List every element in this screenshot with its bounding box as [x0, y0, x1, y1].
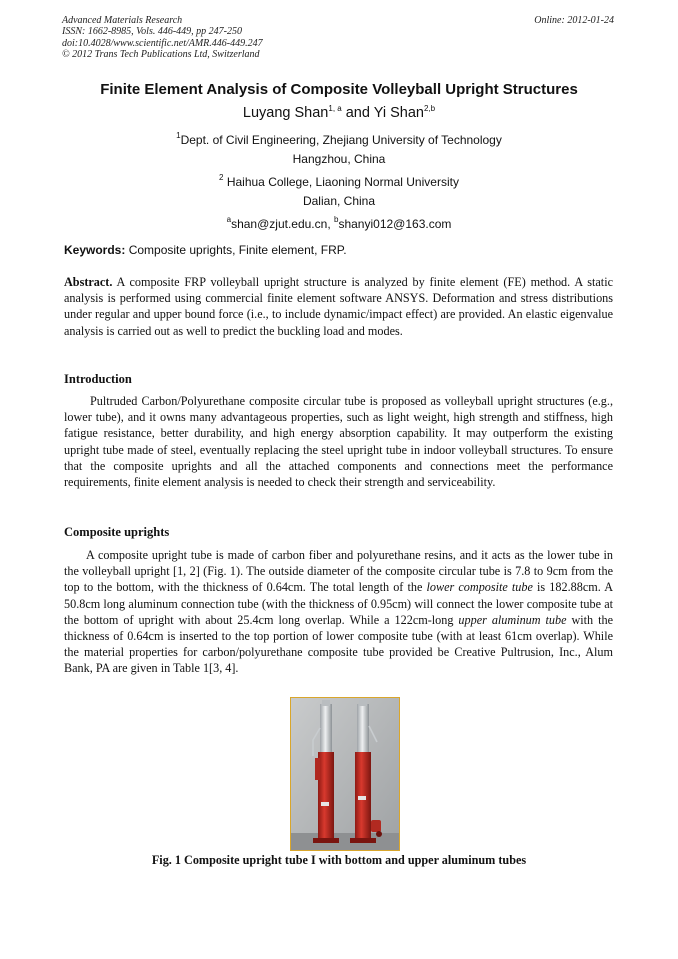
email-a-sup: a — [226, 215, 232, 224]
author-2-name: Yi Shan — [373, 105, 424, 121]
author-2-sup: 2,b — [423, 104, 436, 113]
email-b: shanyi012@163.com — [338, 217, 452, 231]
affiliation-2 — [0, 173, 678, 189]
right-foot-bracket — [371, 820, 381, 832]
right-wheel — [376, 831, 382, 837]
abstract-text: A composite FRP volleyball upright structure is analyzed by finite element (FE) method. A static analysis is performed using commercial finite element software ANSYS. Deformation and stress distributions under regular and upper bound force (i.e., to include dynamic/impact effect) are provided. An elastic eigenvalue analysis is carried out as well to predict the buckling load and modes. — [64, 275, 613, 338]
cu-emphasis-2: upper aluminum tube — [458, 612, 567, 627]
cu-text-2: is 182.88cm. A 50.8cm long aluminum connection tube (with the thickness of 0.95cm) will connect the lower composite tube at the bottom of upright with about 25.4cm long overlap. While a 122cm-long — [64, 580, 614, 627]
email-line — [0, 215, 678, 231]
affiliation-2-text: Haihua College, Liaoning Normal University — [226, 175, 459, 189]
author-and: and — [341, 105, 374, 121]
photo-floor — [291, 833, 399, 850]
journal-metadata — [62, 15, 263, 61]
author-1-sup: 1, a — [328, 104, 342, 113]
keywords-text: Composite uprights, Finite element, FRP. — [125, 243, 347, 257]
keywords — [64, 243, 347, 257]
cu-text-1: A composite upright tube is made of carbon fiber and polyurethane resins, and it acts as the lower tube in the volleyball upright [1, 2] (Fig. 1). The outside diameter of the composite circular tube is 7.8 to 9cm from the top to the bottom, with the thickness of 0.64cm. The total length of the — [64, 548, 613, 595]
affiliation-1 — [0, 131, 678, 147]
email-a: shan@zjut.edu.cn, — [231, 217, 334, 231]
doi-line: doi:10.4028/www.scientific.net/AMR.446-449.247 — [62, 37, 263, 49]
paper-title: Finite Element Analysis of Composite Volleyball Upright Structures — [100, 81, 578, 98]
right-label-sticker — [358, 796, 366, 800]
journal-name: Advanced Materials Research — [62, 15, 183, 26]
affiliation-1-city: Hangzhou, China — [292, 152, 386, 166]
right-tube-cap — [359, 700, 367, 706]
composite-uprights-heading: Composite uprights — [64, 525, 170, 539]
affiliation-2-sup: 2 — [219, 173, 224, 182]
introduction-heading: Introduction — [64, 372, 132, 386]
left-composite-tube — [318, 752, 334, 840]
copyright-line: © 2012 Trans Tech Publications Ltd, Switzerland — [62, 49, 260, 61]
cu-emphasis-1: lower composite tube — [426, 580, 533, 595]
cu-text-3: with the thickness of 0.64cm is inserted to the top portion of lower composite tube (with at least 61cm overlap). While the material properties for carbon/polyurethane composite tube provided be Creative Pultrusion, Inc., Alum Bank, PA are given in Table 1[3, 4]. — [64, 612, 613, 676]
affiliation-1-sup: 1 — [176, 131, 181, 140]
composite-uprights-paragraph — [64, 547, 613, 677]
author-1-name: Luyang Shan — [242, 105, 329, 121]
left-tube-cap — [322, 700, 330, 706]
abstract-label: Abstract. — [64, 275, 113, 289]
author-line — [0, 104, 678, 121]
upright-tubes-illustration — [291, 698, 399, 850]
online-date: Online: 2012-01-24 — [534, 15, 614, 26]
figure-1-photo — [290, 697, 400, 851]
left-label-sticker — [321, 802, 329, 806]
left-base-plate — [313, 838, 339, 843]
right-base-plate — [350, 838, 376, 843]
email-b-sup: b — [334, 215, 339, 224]
right-aluminum-tube — [357, 704, 369, 752]
left-aluminum-tube — [320, 704, 332, 752]
affiliation-1-text: Dept. of Civil Engineering, Zhejiang University of Technology — [180, 133, 502, 147]
left-side-bracket — [315, 758, 320, 780]
affiliation-2-city: Dalian, China — [302, 194, 376, 208]
keywords-label: Keywords: — [64, 243, 126, 257]
introduction-paragraph: Pultruded Carbon/Polyurethane composite circular tube is proposed as volleyball upright structures (e.g., lower tube), and it owns many advantageous properties, such as light weight, high strength and stiffness, high fatigue resistance, better durability, and high energy absorption capability. It may outperform the existing upright tube made of steel, eventually replacing the steel upright tube in indoor volleyball structures. To ensure that the composite uprights and all the attached components and connections meet the performance requirements, finite element analysis is needed to check their strength and serviceability. — [64, 394, 613, 490]
photo-backdrop — [291, 698, 399, 850]
abstract-paragraph — [64, 274, 613, 339]
figure-1-caption: Fig. 1 Composite upright tube I with bottom and upper aluminum tubes — [151, 853, 527, 867]
issn-line: ISSN: 1662-8985, Vols. 446-449, pp 247-250 — [62, 26, 242, 38]
